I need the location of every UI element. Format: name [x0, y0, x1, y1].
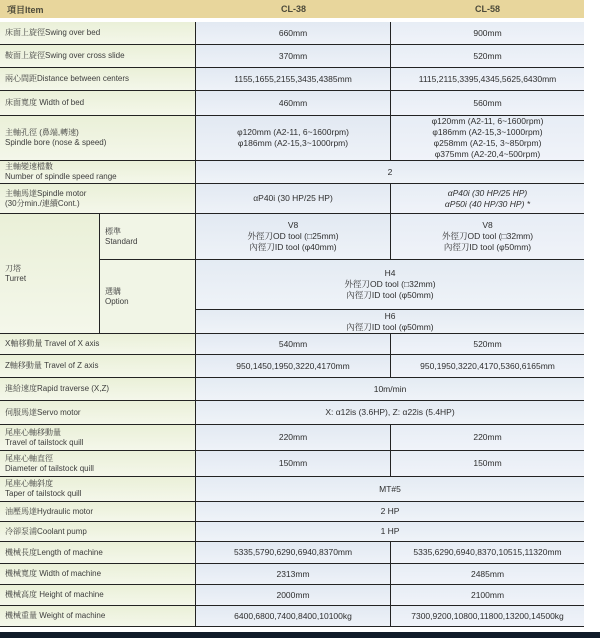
value-line: 外徑刀OD tool (□32mm) — [344, 279, 436, 289]
row-coolant-pump — [0, 522, 584, 542]
value-line: φ120mm (A2-11, 6~1600rpm) — [431, 116, 544, 126]
row-z-travel — [0, 355, 584, 378]
row-rapid-traverse — [0, 378, 584, 401]
shared-value: 10m/min — [196, 378, 584, 401]
row-label: X軸移動量 Travel of X axis — [0, 334, 196, 355]
row-tailstock-diameter — [0, 451, 584, 477]
label-line: Travel of tailstock quill — [5, 437, 84, 447]
header-item: 項目Item — [0, 0, 196, 22]
turret-label — [0, 214, 100, 334]
shared-value: 2 HP — [196, 502, 584, 522]
row-label — [0, 451, 196, 477]
value-line: φ120mm (A2-11, 6~1600rpm) — [237, 127, 349, 137]
value-line: H4 — [384, 268, 396, 278]
header-row — [0, 0, 584, 22]
cl38-value: 950,1450,1950,3220,4170mm — [196, 355, 391, 378]
value-line: φ258mm (A2-15, 3~850rpm) — [433, 138, 542, 148]
value-line: αP50i (40 HP/30 HP) * — [444, 198, 531, 209]
row-label: 床面上旋徑Swing over bed — [0, 22, 196, 45]
row-machine-height — [0, 585, 584, 606]
cl38-value: 540mm — [196, 334, 391, 355]
label-line: Standard — [105, 236, 138, 246]
row-label: 機械重量 Weight of machine — [0, 606, 196, 627]
cl38-value: 1155,1655,2155,3435,4385mm — [196, 68, 391, 91]
row-tailstock-taper — [0, 477, 584, 502]
cl58-value: 150mm — [391, 451, 584, 477]
label-line: Number of spindle speed range — [5, 172, 117, 181]
label-line: 選購 — [105, 286, 121, 296]
shared-value: 1 HP — [196, 522, 584, 542]
cl58-value: 1115,2115,3395,4345,5625,6430mm — [391, 68, 584, 91]
turret-standard-label — [100, 214, 196, 260]
cl58-value: 900mm — [391, 22, 584, 45]
row-machine-width — [0, 564, 584, 585]
cl58-value: 2100mm — [391, 585, 584, 606]
value-line: 內徑刀ID tool (φ50mm) — [346, 290, 434, 300]
cl38-value: 220mm — [196, 425, 391, 451]
row-label — [0, 425, 196, 451]
row-label: 冷卻泵浦Coolant pump — [0, 522, 196, 542]
value-line: αP40i (30 HP/25 HP) — [447, 187, 528, 198]
value-line: H6 — [384, 310, 396, 321]
cl38-value: 370mm — [196, 45, 391, 68]
cl58-value: 950,1950,3220,4170,5360,6165mm — [391, 355, 584, 378]
label-line: Spindle bore (nose & speed) — [5, 138, 107, 147]
value-line: V8 — [287, 220, 299, 230]
row-label: 進給速度Rapid traverse (X,Z) — [0, 378, 196, 401]
cl58-value: 520mm — [391, 45, 584, 68]
row-swing-over-cross-slide — [0, 45, 584, 68]
cl38-value: 150mm — [196, 451, 391, 477]
cl58-value — [391, 116, 584, 161]
cl58-value: 560mm — [391, 91, 584, 116]
shared-value — [196, 310, 584, 334]
turret-option-label — [100, 260, 196, 334]
value-line: 內徑刀ID tool (φ50mm) — [443, 242, 532, 252]
row-servo-motor — [0, 401, 584, 425]
row-tailstock-travel — [0, 425, 584, 451]
value-line: 內徑刀ID tool (φ40mm) — [249, 242, 337, 252]
label-line: 主軸變速檔數 — [5, 162, 53, 171]
row-swing-over-bed — [0, 22, 584, 45]
header-cl58: CL-58 — [391, 0, 584, 22]
bottom-bar — [0, 632, 600, 638]
row-label: 鞍面上旋徑Swing over cross slide — [0, 45, 196, 68]
label-line: (30分min./連續Cont.) — [5, 198, 80, 208]
label-line: 尾座心軸移動量 — [5, 427, 61, 437]
shared-value: MT#5 — [196, 477, 584, 502]
row-distance-between-centers — [0, 68, 584, 91]
label-line: Diameter of tailstock quill — [5, 463, 94, 473]
cl38-value: 460mm — [196, 91, 391, 116]
row-label — [0, 161, 196, 184]
value-line: φ375mm (A2-20,4~500rpm) — [434, 149, 541, 159]
cl38-value: 660mm — [196, 22, 391, 45]
label-line: 主軸馬達Spindle motor — [5, 188, 87, 198]
label-line: 標準 — [105, 226, 121, 236]
label-line: 尾座心軸斜度 — [5, 479, 53, 488]
row-turret-standard — [0, 214, 584, 260]
value-line: V8 — [482, 220, 493, 230]
row-spindle-bore — [0, 116, 584, 161]
row-spindle-motor — [0, 184, 584, 214]
label-line: 刀塔 — [5, 263, 21, 273]
label-line: Option — [105, 296, 129, 306]
cl58-value: 5335,6290,6940,8370,10515,11320mm — [391, 542, 584, 564]
value-line: 內徑刀ID tool (φ50mm) — [346, 321, 434, 332]
cl58-value: 220mm — [391, 425, 584, 451]
row-label — [0, 184, 196, 214]
row-label — [0, 477, 196, 502]
row-label: 床面寬度 Width of bed — [0, 91, 196, 116]
row-x-travel — [0, 334, 584, 355]
cl38-value: 2000mm — [196, 585, 391, 606]
label-line: Taper of tailstock quill — [5, 489, 82, 498]
cl38-value: 2313mm — [196, 564, 391, 585]
row-machine-weight — [0, 606, 584, 627]
cl38-value — [196, 214, 391, 260]
cl58-value: 520mm — [391, 334, 584, 355]
row-label: 伺服馬達Servo motor — [0, 401, 196, 425]
row-hydraulic-motor — [0, 502, 584, 522]
label-line: 尾座心軸直徑 — [5, 453, 53, 463]
row-label: 機械長度Length of machine — [0, 542, 196, 564]
cl58-value — [391, 214, 584, 260]
cl58-value: 2485mm — [391, 564, 584, 585]
shared-value — [196, 260, 584, 310]
label-line: Turret — [5, 273, 27, 283]
label-line: 主軸孔徑 (鼻端,轉速) — [5, 128, 79, 137]
row-label: 油壓馬達Hydraulic motor — [0, 502, 196, 522]
cl38-value — [196, 116, 391, 161]
cl58-value — [391, 184, 584, 214]
row-label: 機械寬度 Width of machine — [0, 564, 196, 585]
row-width-of-bed — [0, 91, 584, 116]
cl58-value: 7300,9200,10800,11800,13200,14500kg — [391, 606, 584, 627]
row-label: 機械高度 Height of machine — [0, 585, 196, 606]
cl38-value: 6400,6800,7400,8400,10100kg — [196, 606, 391, 627]
shared-value: 2 — [196, 161, 584, 184]
value-line: 外徑刀OD tool (□25mm) — [247, 231, 339, 241]
header-cl38: CL-38 — [196, 0, 391, 22]
row-spindle-speed-range — [0, 161, 584, 184]
value-line: 外徑刀OD tool (□32mm) — [441, 231, 534, 241]
shared-value: X: α12is (3.6HP), Z: α22is (5.4HP) — [196, 401, 584, 425]
row-label: 兩心間距Distance between centers — [0, 68, 196, 91]
row-label — [0, 116, 196, 161]
value-line: φ186mm (A2-15,3~1000rpm) — [237, 138, 349, 148]
row-label: Z軸移動量 Travel of Z axis — [0, 355, 196, 378]
cl38-value: αP40i (30 HP/25 HP) — [196, 184, 391, 214]
row-machine-length — [0, 542, 584, 564]
value-line: φ186mm (A2-15,3~1000rpm) — [432, 127, 543, 137]
cl38-value: 5335,5790,6290,6940,8370mm — [196, 542, 391, 564]
